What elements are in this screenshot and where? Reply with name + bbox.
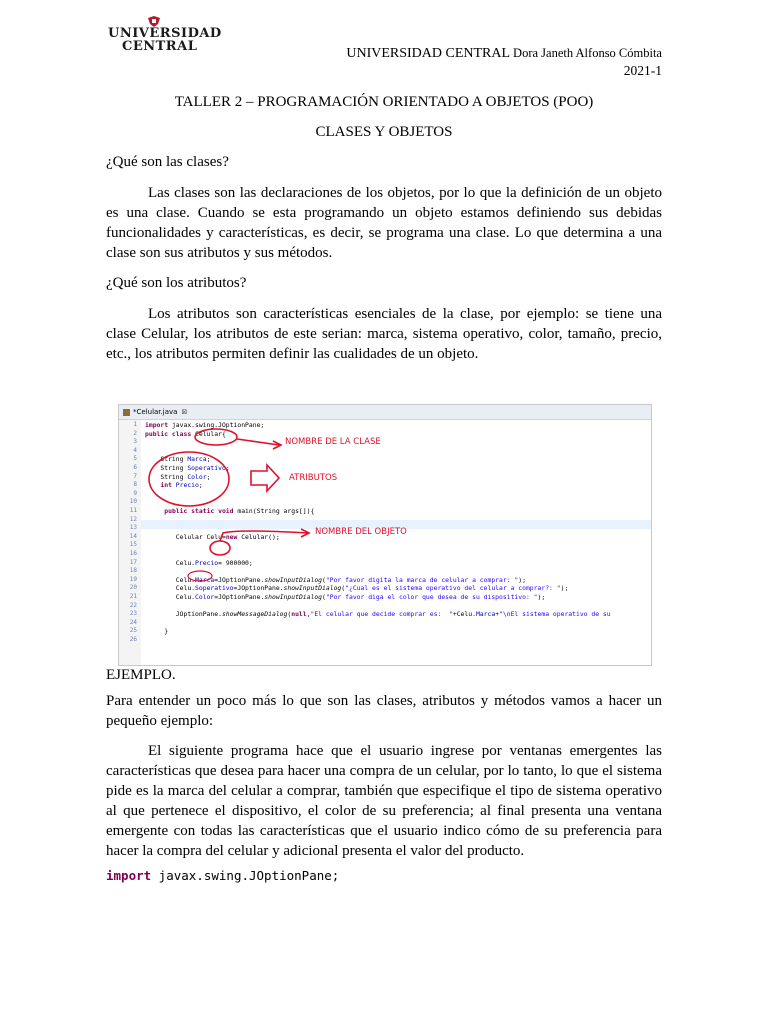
header-institution	[346, 46, 662, 62]
annotation-attributes: ATRIBUTOS	[289, 473, 338, 483]
line-number: 2	[133, 429, 137, 437]
line-number: 13	[129, 524, 137, 532]
line-number: 11	[129, 507, 137, 514]
line-number: 12	[129, 515, 137, 523]
paragraph-program-description: El siguiente programa hace que el usuario ingrese por ventanas emergentes las características que desea para hacer una compra de un celular, por lo tanto, lo que el sistema pide es la marca del celular a comprar, también que especifique el tipo de sistema operativo al que pertenece el dispositivo, el color de su preferencia; al final presenta una ventana emergente con todas las características que el usuario indico cómo de su preferencia para hacer la compra del celular y adicional presenta el valor del producto.	[106, 743, 662, 859]
line-number: 17	[129, 558, 137, 566]
line-number: 18	[129, 567, 137, 575]
institution-name: UNIVERSIDAD CENTRAL	[346, 46, 510, 61]
close-icon: ⊠	[181, 408, 188, 416]
class-name-circle	[195, 429, 237, 445]
paragraph-attributes: Los atributos son características esenciales de la clase, por ejemplo: se tiene una clase Celular, los atributos de este serian: marca, sistema operativo, color, tamaño, precio, etc., los atributos permiten definir las cualidades de un objeto.	[106, 306, 662, 362]
question-classes: ¿Qué son las clases?	[106, 154, 229, 170]
class-name-arrow	[237, 439, 279, 445]
line-number: 21	[129, 593, 137, 600]
line-number: 24	[129, 618, 137, 626]
code-import-line	[106, 868, 339, 883]
code-line: JOptionPane.showMessageDialog(null,"El celular que decide comprar es: "+Celu.Marca+"\nEl sistema operativo de su	[145, 610, 611, 619]
line-number: 20	[129, 584, 137, 592]
object-name-circle	[210, 541, 230, 555]
attributes-arrow	[251, 465, 279, 491]
code-line: Celu.Precio= 900000;	[145, 558, 253, 567]
line-number: 9	[133, 489, 137, 497]
object-name-arrow	[220, 531, 307, 541]
annotation-class-name: NOMBRE DE LA CLASE	[285, 437, 381, 447]
example-heading: EJEMPLO.	[106, 667, 176, 683]
line-number: 3	[133, 438, 137, 446]
line-number: 8	[133, 481, 137, 489]
line-number: 7	[133, 472, 137, 480]
code-line: int Precio;	[160, 481, 203, 490]
code-line: Celu.Color=JOptionPane.showInputDialog("Por favor diga el color que desea de su dispositivo: ");	[145, 593, 546, 601]
code-screenshot	[118, 404, 652, 666]
line-number: 1	[133, 421, 137, 428]
author-name: Dora Janeth Alfonso Cómbita	[513, 46, 662, 60]
price-circle	[188, 571, 212, 581]
line-number: 26	[129, 636, 137, 643]
line-number: 19	[129, 575, 137, 583]
code-line: public class Celular{	[145, 429, 226, 438]
code-line: public static void main(String args[]){	[164, 507, 315, 515]
line-number: 23	[129, 610, 137, 618]
code-line: import javax.swing.JOptionPane;	[145, 421, 265, 429]
code-line: String Color;	[145, 472, 211, 481]
code-line: Celu.Marca=JOptionPane.showInputDialog("Por favor digita la marca de celular a comprar: ");	[145, 575, 526, 584]
line-number: 4	[133, 446, 137, 454]
line-number: 10	[129, 498, 137, 506]
line-number: 15	[129, 541, 137, 549]
line-number: 6	[133, 464, 137, 471]
editor-tab-label: *Celular.java	[133, 408, 178, 416]
line-number: 22	[129, 601, 137, 609]
paragraph-example-intro: Para entender un poco más lo que son las clases, atributos y métodos vamos a hacer un pequeño ejemplo:	[106, 693, 662, 729]
header-period: 2021-1	[623, 63, 662, 78]
line-number: 14	[129, 532, 137, 540]
line-number: 25	[129, 627, 137, 635]
document-title: TALLER 2 – PROGRAMACIÓN ORIENTADO A OBJETOS (POO)	[174, 94, 594, 110]
code-import-path: javax.swing.JOptionPane;	[151, 868, 340, 883]
code-line: Celu.Soperativo=JOptionPane.showInputDialog("¿Cual es el sistema operativo del celular a comprar?: ");	[145, 584, 569, 593]
code-line: }	[145, 627, 169, 636]
logo-line2: CENTRAL	[122, 39, 198, 54]
code-line: String Marca;	[145, 455, 211, 464]
annotation-object-name: NOMBRE DEL OBJETO	[315, 527, 407, 537]
line-number: 5	[133, 455, 137, 463]
code-line: Celular Celu=new Celular();	[145, 532, 280, 541]
line-number: 16	[129, 550, 137, 557]
university-logo	[108, 16, 222, 54]
paragraph-classes: Las clases son las declaraciones de los objetos, por lo que la definición de un objeto es una clase. Cuando se esta programando un objeto estamos definiendo sus debidas funcionalidades y características, es decir, se programa una clase. Lo que determina a una clase son sus atributos y sus métodos.	[106, 185, 662, 261]
code-line: String Soperativo;	[145, 464, 230, 472]
attributes-circle	[149, 452, 229, 506]
question-attributes: ¿Qué son los atributos?	[106, 275, 247, 291]
document-subtitle: CLASES Y OBJETOS	[315, 124, 453, 140]
logo-line1: UNIVERSIDAD	[108, 26, 222, 41]
code-keyword: import	[106, 868, 152, 883]
